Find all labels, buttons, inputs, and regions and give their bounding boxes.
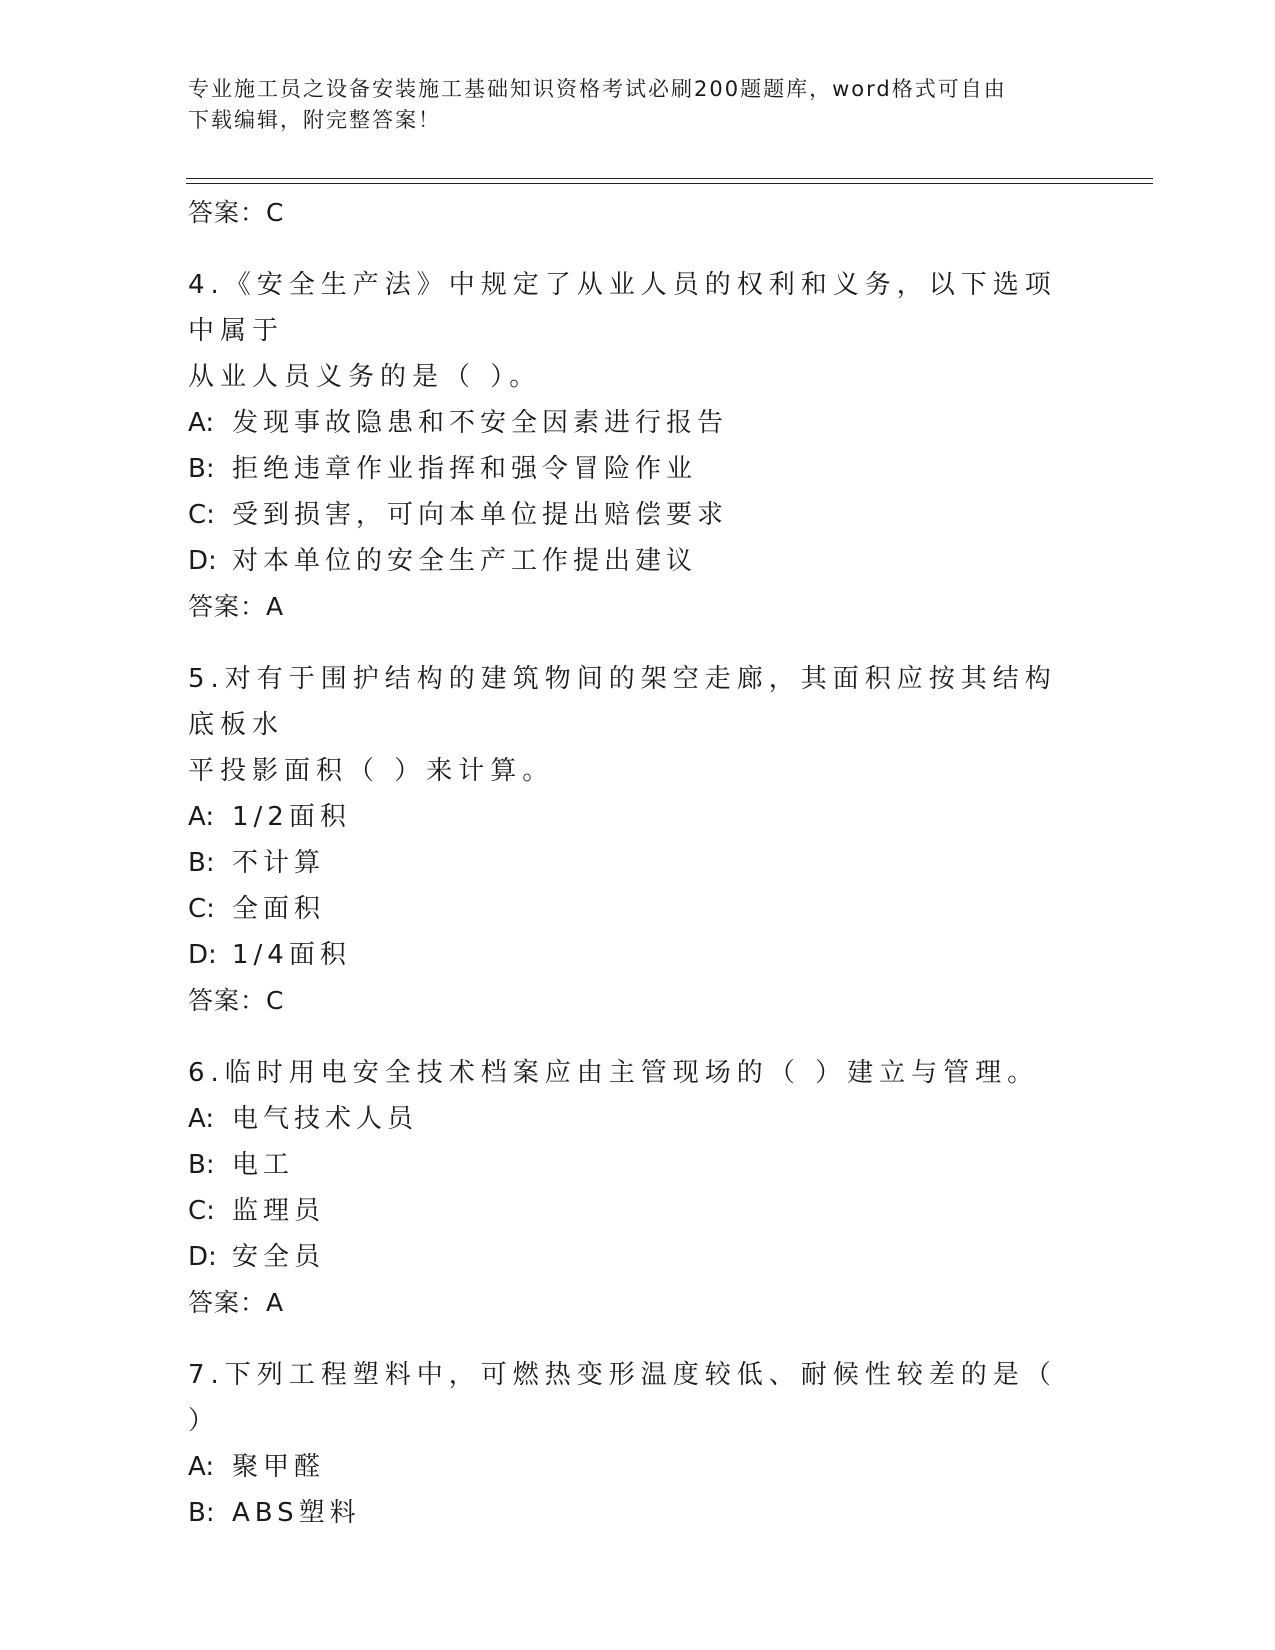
option-letter: D: xyxy=(188,1242,217,1272)
question-6-option-c xyxy=(188,1188,1088,1234)
option-text: 1/2面积 xyxy=(232,802,351,832)
option-text: 对本单位的安全生产工作提出建议 xyxy=(232,546,698,576)
question-4-option-a xyxy=(188,400,1088,446)
question-4-stem-line-2: 从业人员义务的是（ ）。 xyxy=(188,362,542,392)
question-5-option-c xyxy=(188,886,1088,932)
question-4-stem-line-1: 4.《安全生产法》中规定了从业人员的权利和义务，以下选项中属于 xyxy=(188,270,1057,346)
option-text: 1/4面积 xyxy=(232,940,351,970)
question-4 xyxy=(188,262,1088,630)
option-letter: A: xyxy=(188,1104,215,1134)
answer-q3: 答案：C xyxy=(188,198,285,227)
option-text: 电气技术人员 xyxy=(232,1104,419,1134)
question-4-option-c xyxy=(188,492,1088,538)
option-letter: C: xyxy=(188,500,215,530)
option-letter: D: xyxy=(188,546,217,576)
question-6-option-a xyxy=(188,1096,1088,1142)
option-text: 拒绝违章作业指挥和强令冒险作业 xyxy=(232,454,698,484)
option-letter: A: xyxy=(188,802,215,832)
question-6-stem xyxy=(188,1050,1088,1096)
option-text: 发现事故隐患和不安全因素进行报告 xyxy=(232,408,729,438)
option-text: 监理员 xyxy=(232,1196,326,1226)
option-letter: B: xyxy=(188,848,215,878)
option-text: 全面积 xyxy=(232,894,326,924)
option-text: ABS塑料 xyxy=(232,1498,361,1528)
option-letter: B: xyxy=(188,1498,215,1528)
question-6-stem-line-1: 6.临时用电安全技术档案应由主管现场的（ ）建立与管理。 xyxy=(188,1058,1040,1088)
option-text: 不计算 xyxy=(232,848,326,878)
question-5-stem-line-2: 平投影面积（ ）来计算。 xyxy=(188,756,555,786)
option-text: 安全员 xyxy=(232,1242,326,1272)
option-letter: A: xyxy=(188,1452,215,1482)
question-4-stem xyxy=(188,262,1088,400)
answer-q5: 答案：C xyxy=(188,986,285,1015)
option-letter: B: xyxy=(188,1150,215,1180)
option-text: 受到损害，可向本单位提出赔偿要求 xyxy=(232,500,729,530)
question-5-option-a xyxy=(188,794,1088,840)
question-5-stem xyxy=(188,656,1088,794)
answer-q4: 答案：A xyxy=(188,592,285,621)
option-letter: A: xyxy=(188,408,215,438)
question-7-option-b xyxy=(188,1490,1088,1536)
question-6-option-d xyxy=(188,1234,1088,1280)
answer-q6: 答案：A xyxy=(188,1288,285,1317)
option-letter: C: xyxy=(188,894,215,924)
option-letter: C: xyxy=(188,1196,215,1226)
header-divider xyxy=(186,178,1153,184)
header-title-line-2: 下载编辑，附完整答案！ xyxy=(188,108,441,132)
page-header xyxy=(188,74,1088,136)
question-6-option-b xyxy=(188,1142,1088,1188)
question-7 xyxy=(188,1352,1088,1536)
question-7-option-a xyxy=(188,1444,1088,1490)
question-5 xyxy=(188,656,1088,1024)
option-text: 电工 xyxy=(232,1150,295,1180)
question-4-option-b xyxy=(188,446,1088,492)
option-letter: B: xyxy=(188,454,215,484)
option-text: 聚甲醛 xyxy=(232,1452,326,1482)
question-7-stem xyxy=(188,1352,1088,1444)
question-5-option-b xyxy=(188,840,1088,886)
question-4-option-d xyxy=(188,538,1088,584)
question-5-option-d xyxy=(188,932,1088,978)
document-body xyxy=(188,190,1088,1536)
header-title-line-1: 专业施工员之设备安装施工基础知识资格考试必刷200题题库，word格式可自由 xyxy=(188,77,1007,101)
question-6 xyxy=(188,1050,1088,1326)
option-letter: D: xyxy=(188,940,217,970)
question-5-stem-line-1: 5.对有于围护结构的建筑物间的架空走廊，其面积应按其结构底板水 xyxy=(188,664,1057,740)
question-7-stem-line-1: 7.下列工程塑料中，可燃热变形温度较低、耐候性较差的是（ ） xyxy=(188,1360,1057,1436)
